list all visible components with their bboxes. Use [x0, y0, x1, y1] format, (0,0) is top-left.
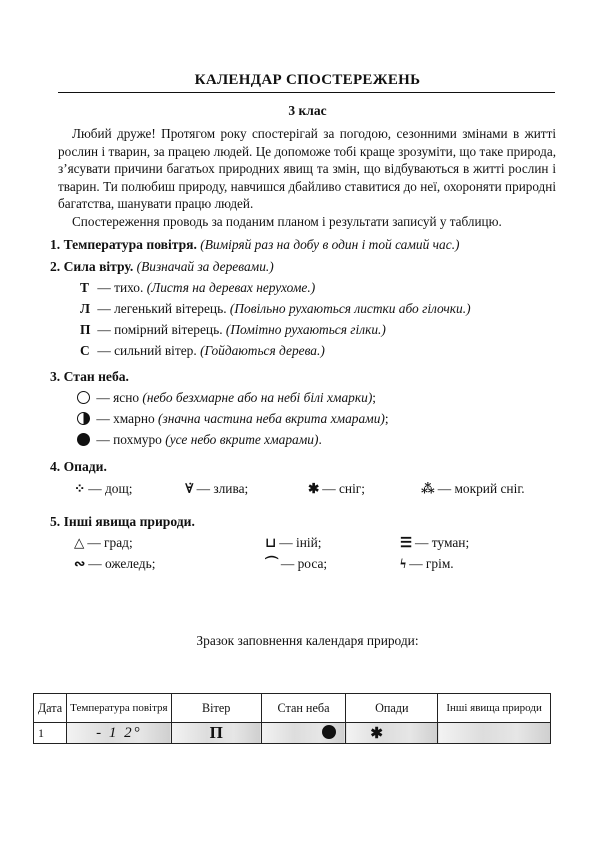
- section-temperature: [50, 237, 460, 253]
- phenomenon-label: — роса;: [280, 556, 328, 571]
- shower-icon: ∀̇: [185, 481, 194, 496]
- wind-label: — сильний вітер.: [97, 343, 197, 358]
- header-other: Інші явища природи: [438, 694, 551, 723]
- precip-label: — сніг;: [322, 481, 366, 496]
- precip-label: — мокрий сніг.: [437, 481, 525, 496]
- precip-label: — дощ;: [88, 481, 133, 496]
- sleet-icon: ⁂: [421, 481, 435, 496]
- wind-item-calm: [80, 280, 315, 296]
- table-header-row: [34, 694, 551, 723]
- header-date: Дата: [34, 694, 67, 723]
- frost-icon: ⊔: [265, 535, 277, 550]
- section-2-title: 2. Сила вітру.: [50, 259, 134, 274]
- half-circle-icon: [77, 412, 90, 425]
- wind-note: (Повільно рухаються листки або гілочки.): [229, 301, 471, 316]
- sky-item-cloudy: [77, 411, 389, 427]
- phenomenon-ice: [74, 556, 155, 572]
- section-4-title: 4. Опади.: [50, 459, 107, 474]
- section-2-note: (Визначай за деревами.): [136, 259, 274, 274]
- header-sky: Стан неба: [261, 694, 346, 723]
- phenomenon-label: — грім.: [409, 556, 454, 571]
- dew-icon: ⏜: [265, 556, 278, 571]
- intro-text: [58, 125, 556, 230]
- cell-temperature: - 1 2°: [66, 723, 171, 744]
- precip-snow: [308, 481, 365, 497]
- precip-label: — злива;: [196, 481, 249, 496]
- section-3-title: 3. Стан неба.: [50, 369, 129, 384]
- phenomenon-label: — іній;: [279, 535, 322, 550]
- sample-caption: Зразок заповнення календаря природи:: [196, 633, 419, 648]
- cell-other: [438, 723, 551, 744]
- rain-icon: ⁘: [74, 481, 86, 496]
- phenomenon-label: — ожеледь;: [88, 556, 156, 571]
- sky-tail: ;: [384, 411, 389, 426]
- header-temperature: Температура повітря: [66, 694, 171, 723]
- phenomenon-thunder: [400, 556, 454, 572]
- wind-item-strong: [80, 343, 325, 359]
- wind-label: — легенький вітерець.: [97, 301, 227, 316]
- title-rule: [58, 92, 555, 93]
- snow-icon: ✱: [308, 481, 320, 496]
- fog-icon: ☰: [400, 535, 413, 550]
- sky-label: — похмуро: [96, 432, 162, 447]
- wind-item-moderate: [80, 322, 386, 338]
- wind-item-light: [80, 301, 471, 317]
- precip-rain: [74, 481, 133, 497]
- header-wind: Вітер: [171, 694, 261, 723]
- phenomenon-label: — град;: [87, 535, 133, 550]
- cell-wind: П: [171, 723, 261, 744]
- sky-item-overcast: [77, 432, 322, 448]
- section-1-title: 1. Температура повітря.: [50, 237, 197, 252]
- grade-label: 3 клас: [288, 103, 327, 118]
- sample-calendar-table: [33, 693, 551, 744]
- sky-tail: ;: [372, 390, 377, 405]
- sky-label: — хмарно: [96, 411, 155, 426]
- thunder-icon: ϟ: [400, 556, 407, 571]
- hail-icon: △: [74, 535, 85, 550]
- cell-precipitation: ✱: [346, 723, 438, 744]
- wind-code: П: [80, 322, 91, 337]
- sky-note: (небо безхмарне або на небі білі хмарки): [142, 390, 373, 405]
- wind-note: (Гойдаються дерева.): [200, 343, 325, 358]
- phenomenon-frost: [265, 535, 321, 551]
- phenomenon-dew: [265, 556, 327, 572]
- sky-note: (значна частина неба вкрита хмарами): [158, 411, 385, 426]
- filled-circle-icon: [77, 433, 90, 446]
- ice-icon: ∾: [74, 556, 86, 571]
- phenomenon-hail: [74, 535, 133, 551]
- table-row: [34, 723, 551, 744]
- wind-label: — тихо.: [97, 280, 144, 295]
- phenomenon-fog: [400, 535, 469, 551]
- sky-item-clear: [77, 390, 376, 406]
- wind-code: С: [80, 343, 90, 358]
- section-5-title: 5. Інші явища природи.: [50, 514, 195, 529]
- intro-paragraph-2: Спостереження проводь за поданим планом і результати записуй у таблицю.: [72, 213, 502, 229]
- wind-note: (Листя на деревах нерухоме.): [146, 280, 316, 295]
- page-title: КАЛЕНДАР СПОСТЕРЕЖЕНЬ: [194, 72, 421, 88]
- filled-circle-icon: [322, 725, 336, 739]
- header-precipitation: Опади: [346, 694, 438, 723]
- intro-paragraph-1: Любий друже! Протягом року спостерігай за погодою, сезонними змінами в житті рослин і тварин, за працею людей. Це допоможе тобі краще зрозуміти, що таке природа, з’ясувати причини багатьох природних явищ та змін, що відбуваються в житті рослин і тварин. Ти полюбиш природу, навчишся дбайливо ставитися до неї, охороняти природні багатства, шанувати працю людей.: [58, 126, 556, 211]
- phenomenon-label: — туман;: [415, 535, 470, 550]
- cell-date: 1: [34, 723, 67, 744]
- precip-shower: [185, 481, 248, 497]
- wind-note: (Помітно рухаються гілки.): [225, 322, 386, 337]
- sky-tail: .: [318, 432, 322, 447]
- wind-label: — помірний вітерець.: [97, 322, 223, 337]
- wind-code: Т: [80, 280, 89, 295]
- sky-note: (усе небо вкрите хмарами): [165, 432, 319, 447]
- sky-label: — ясно: [96, 390, 140, 405]
- section-wind: [50, 259, 274, 275]
- wind-code: Л: [80, 301, 90, 316]
- empty-circle-icon: [77, 391, 90, 404]
- section-1-note: (Виміряй раз на добу в один і той самий час.): [200, 237, 460, 252]
- cell-sky: [261, 723, 346, 744]
- precip-sleet: [421, 481, 525, 497]
